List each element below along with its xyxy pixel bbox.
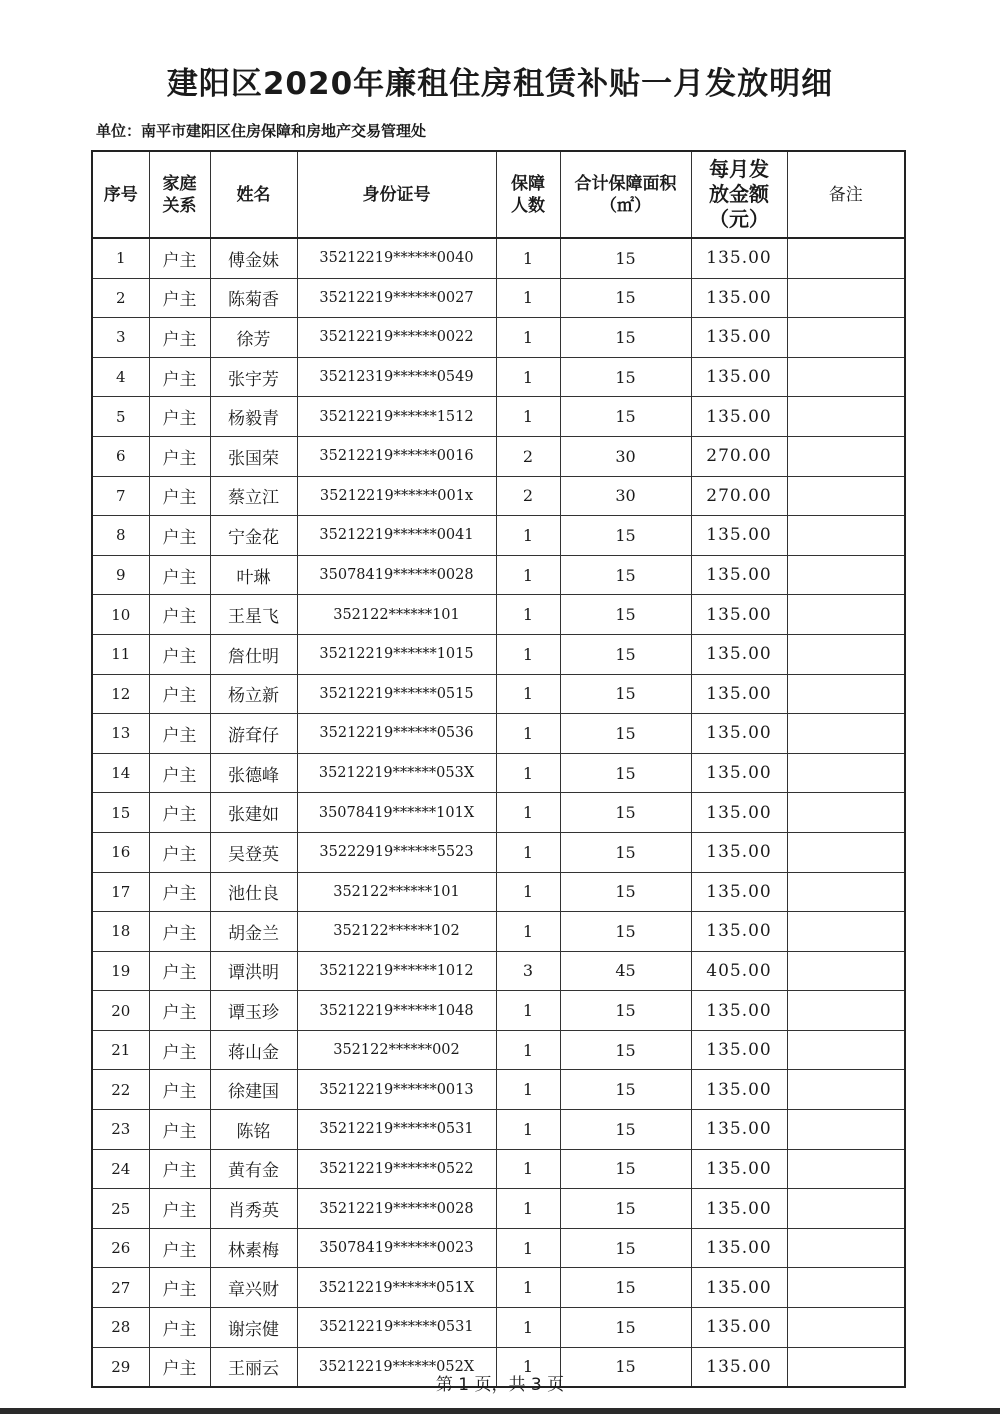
cell-remarks — [787, 516, 905, 556]
cell-id-number: 352122******102 — [297, 912, 496, 952]
table-row — [92, 238, 905, 278]
cell-relation: 户主 — [149, 238, 210, 278]
cell-name: 胡金兰 — [210, 912, 297, 952]
cell-name: 陈铭 — [210, 1110, 297, 1150]
cell-relation: 户主 — [149, 397, 210, 437]
cell-persons: 2 — [496, 476, 560, 516]
page-footer: 第 1 页，共 3 页 — [435, 1375, 565, 1395]
cell-remarks — [787, 793, 905, 833]
cell-area: 15 — [560, 516, 691, 556]
cell-index: 15 — [92, 793, 149, 833]
cell-index: 29 — [92, 1347, 149, 1387]
cell-id-number: 35212219******0531 — [297, 1110, 496, 1150]
cell-persons: 1 — [496, 516, 560, 556]
cell-remarks — [787, 1268, 905, 1308]
cell-name: 徐建国 — [210, 1070, 297, 1110]
table-row — [92, 1030, 905, 1070]
cell-persons: 1 — [496, 1308, 560, 1348]
table-row — [92, 793, 905, 833]
table-row — [92, 595, 905, 635]
cell-persons: 1 — [496, 793, 560, 833]
header-index: 序号 — [92, 151, 149, 238]
cell-index: 19 — [92, 951, 149, 991]
cell-persons: 1 — [496, 238, 560, 278]
cell-amount: 135.00 — [691, 1308, 787, 1348]
cell-relation: 户主 — [149, 991, 210, 1031]
cell-index: 16 — [92, 832, 149, 872]
cell-amount: 270.00 — [691, 476, 787, 516]
cell-persons: 1 — [496, 1268, 560, 1308]
cell-persons: 1 — [496, 1228, 560, 1268]
cell-remarks — [787, 951, 905, 991]
cell-id-number: 352122******002 — [297, 1030, 496, 1070]
cell-id-number: 35212219******0040 — [297, 238, 496, 278]
cell-area: 15 — [560, 714, 691, 754]
cell-remarks — [787, 476, 905, 516]
table-row — [92, 872, 905, 912]
cell-remarks — [787, 674, 905, 714]
cell-area: 15 — [560, 318, 691, 358]
cell-name: 杨立新 — [210, 674, 297, 714]
table-row — [92, 516, 905, 556]
cell-relation: 户主 — [149, 318, 210, 358]
cell-persons: 1 — [496, 397, 560, 437]
cell-relation: 户主 — [149, 1228, 210, 1268]
cell-id-number: 35212219******0013 — [297, 1070, 496, 1110]
table-row — [92, 318, 905, 358]
cell-persons: 1 — [496, 1070, 560, 1110]
cell-area: 15 — [560, 1308, 691, 1348]
table-row — [92, 436, 905, 476]
cell-area: 15 — [560, 991, 691, 1031]
cell-amount: 135.00 — [691, 912, 787, 952]
cell-index: 28 — [92, 1308, 149, 1348]
table-row — [92, 1070, 905, 1110]
cell-name: 王星飞 — [210, 595, 297, 635]
header-amount: 每月发 放金额 （元） — [691, 151, 787, 238]
cell-id-number: 35212219******0522 — [297, 1149, 496, 1189]
cell-persons: 1 — [496, 991, 560, 1031]
cell-relation: 户主 — [149, 674, 210, 714]
cell-relation: 户主 — [149, 753, 210, 793]
cell-index: 10 — [92, 595, 149, 635]
cell-index: 20 — [92, 991, 149, 1031]
cell-persons: 1 — [496, 1189, 560, 1229]
cell-amount: 135.00 — [691, 1347, 787, 1387]
cell-remarks — [787, 912, 905, 952]
cell-relation: 户主 — [149, 634, 210, 674]
header-relation: 家庭 关系 — [149, 151, 210, 238]
cell-name: 张国荣 — [210, 436, 297, 476]
cell-index: 6 — [92, 436, 149, 476]
cell-amount: 135.00 — [691, 238, 787, 278]
table-body — [92, 238, 905, 1387]
cell-remarks — [787, 1110, 905, 1150]
cell-area: 30 — [560, 436, 691, 476]
cell-relation: 户主 — [149, 476, 210, 516]
cell-persons: 2 — [496, 436, 560, 476]
cell-relation: 户主 — [149, 516, 210, 556]
cell-amount: 135.00 — [691, 1268, 787, 1308]
cell-area: 45 — [560, 951, 691, 991]
cell-index: 25 — [92, 1189, 149, 1229]
cell-persons: 1 — [496, 634, 560, 674]
header-remarks: 备注 — [787, 151, 905, 238]
cell-id-number: 35212219******001x — [297, 476, 496, 516]
cell-amount: 135.00 — [691, 278, 787, 318]
table-row — [92, 357, 905, 397]
cell-id-number: 35222919******5523 — [297, 832, 496, 872]
cell-area: 15 — [560, 397, 691, 437]
cell-relation: 户主 — [149, 278, 210, 318]
cell-remarks — [787, 357, 905, 397]
cell-id-number: 35212219******1048 — [297, 991, 496, 1031]
cell-name: 吴登英 — [210, 832, 297, 872]
table-row — [92, 832, 905, 872]
cell-remarks — [787, 753, 905, 793]
cell-index: 5 — [92, 397, 149, 437]
cell-area: 15 — [560, 1228, 691, 1268]
cell-amount: 135.00 — [691, 753, 787, 793]
cell-area: 15 — [560, 1347, 691, 1387]
table-row — [92, 991, 905, 1031]
cell-relation: 户主 — [149, 1308, 210, 1348]
cell-relation: 户主 — [149, 1149, 210, 1189]
cell-name: 谭洪明 — [210, 951, 297, 991]
cell-area: 15 — [560, 1110, 691, 1150]
table-row — [92, 1189, 905, 1229]
cell-name: 池仕良 — [210, 872, 297, 912]
cell-index: 2 — [92, 278, 149, 318]
cell-persons: 1 — [496, 872, 560, 912]
header-id-number: 身份证号 — [297, 151, 496, 238]
cell-amount: 135.00 — [691, 714, 787, 754]
cell-id-number: 35212219******053X — [297, 753, 496, 793]
cell-amount: 135.00 — [691, 634, 787, 674]
cell-relation: 户主 — [149, 357, 210, 397]
cell-name: 游耷仔 — [210, 714, 297, 754]
cell-remarks — [787, 832, 905, 872]
header-name: 姓名 — [210, 151, 297, 238]
cell-persons: 1 — [496, 1149, 560, 1189]
cell-name: 张建如 — [210, 793, 297, 833]
cell-amount: 270.00 — [691, 436, 787, 476]
table-row — [92, 555, 905, 595]
cell-amount: 135.00 — [691, 1149, 787, 1189]
cell-area: 15 — [560, 832, 691, 872]
cell-remarks — [787, 634, 905, 674]
cell-relation: 户主 — [149, 714, 210, 754]
cell-amount: 135.00 — [691, 1110, 787, 1150]
cell-index: 26 — [92, 1228, 149, 1268]
cell-persons: 1 — [496, 1030, 560, 1070]
table-row — [92, 1110, 905, 1150]
cell-id-number: 35078419******0028 — [297, 555, 496, 595]
cell-area: 15 — [560, 674, 691, 714]
cell-area: 15 — [560, 595, 691, 635]
cell-amount: 135.00 — [691, 1070, 787, 1110]
cell-area: 15 — [560, 1149, 691, 1189]
cell-name: 张德峰 — [210, 753, 297, 793]
cell-name: 谭玉珍 — [210, 991, 297, 1031]
cell-amount: 135.00 — [691, 991, 787, 1031]
cell-index: 24 — [92, 1149, 149, 1189]
cell-remarks — [787, 555, 905, 595]
cell-relation: 户主 — [149, 793, 210, 833]
cell-name: 黄有金 — [210, 1149, 297, 1189]
cell-remarks — [787, 595, 905, 635]
cell-id-number: 35212319******0549 — [297, 357, 496, 397]
cell-name: 林素梅 — [210, 1228, 297, 1268]
table-row — [92, 951, 905, 991]
cell-persons: 1 — [496, 674, 560, 714]
cell-id-number: 35212219******0536 — [297, 714, 496, 754]
cell-name: 宁金花 — [210, 516, 297, 556]
cell-name: 王丽云 — [210, 1347, 297, 1387]
cell-amount: 135.00 — [691, 1030, 787, 1070]
cell-index: 12 — [92, 674, 149, 714]
cell-amount: 135.00 — [691, 793, 787, 833]
cell-area: 15 — [560, 1070, 691, 1110]
cell-persons: 1 — [496, 1110, 560, 1150]
cell-amount: 135.00 — [691, 357, 787, 397]
cell-name: 谢宗健 — [210, 1308, 297, 1348]
cell-index: 18 — [92, 912, 149, 952]
cell-remarks — [787, 1228, 905, 1268]
cell-area: 15 — [560, 912, 691, 952]
cell-area: 15 — [560, 238, 691, 278]
cell-area: 15 — [560, 357, 691, 397]
table-row — [92, 1149, 905, 1189]
cell-id-number: 352122******101 — [297, 595, 496, 635]
cell-index: 23 — [92, 1110, 149, 1150]
cell-area: 15 — [560, 555, 691, 595]
cell-name: 叶琳 — [210, 555, 297, 595]
cell-persons: 1 — [496, 1347, 560, 1387]
cell-index: 9 — [92, 555, 149, 595]
cell-amount: 135.00 — [691, 1228, 787, 1268]
cell-persons: 3 — [496, 951, 560, 991]
cell-id-number: 35212219******1512 — [297, 397, 496, 437]
cell-id-number: 35078419******101X — [297, 793, 496, 833]
cell-persons: 1 — [496, 278, 560, 318]
table-row — [92, 674, 905, 714]
header-persons: 保障 人数 — [496, 151, 560, 238]
table-row — [92, 1308, 905, 1348]
cell-index: 17 — [92, 872, 149, 912]
table-row — [92, 397, 905, 437]
table-row — [92, 1268, 905, 1308]
cell-remarks — [787, 872, 905, 912]
cell-index: 1 — [92, 238, 149, 278]
cell-name: 张宇芳 — [210, 357, 297, 397]
cell-persons: 1 — [496, 595, 560, 635]
cell-remarks — [787, 397, 905, 437]
cell-amount: 135.00 — [691, 516, 787, 556]
cell-amount: 135.00 — [691, 595, 787, 635]
cell-relation: 户主 — [149, 1110, 210, 1150]
cell-id-number: 35078419******0023 — [297, 1228, 496, 1268]
cell-relation: 户主 — [149, 912, 210, 952]
cell-remarks — [787, 991, 905, 1031]
cell-remarks — [787, 1308, 905, 1348]
cell-remarks — [787, 1030, 905, 1070]
cell-id-number: 35212219******0022 — [297, 318, 496, 358]
cell-relation: 户主 — [149, 832, 210, 872]
cell-id-number: 352122******101 — [297, 872, 496, 912]
document-title: 建阳区2020年廉租住房租赁补贴一月发放明细 — [166, 66, 834, 102]
cell-relation: 户主 — [149, 1070, 210, 1110]
cell-persons: 1 — [496, 714, 560, 754]
scan-edge — [0, 1408, 1000, 1414]
cell-remarks — [787, 436, 905, 476]
cell-area: 15 — [560, 1268, 691, 1308]
cell-index: 11 — [92, 634, 149, 674]
cell-index: 21 — [92, 1030, 149, 1070]
header-area: 合计保障面积 （㎡） — [560, 151, 691, 238]
cell-relation: 户主 — [149, 872, 210, 912]
cell-name: 蒋山金 — [210, 1030, 297, 1070]
cell-id-number: 35212219******0531 — [297, 1308, 496, 1348]
cell-index: 22 — [92, 1070, 149, 1110]
cell-area: 15 — [560, 753, 691, 793]
cell-relation: 户主 — [149, 951, 210, 991]
cell-persons: 1 — [496, 555, 560, 595]
cell-relation: 户主 — [149, 595, 210, 635]
cell-amount: 135.00 — [691, 397, 787, 437]
cell-amount: 135.00 — [691, 318, 787, 358]
cell-amount: 135.00 — [691, 832, 787, 872]
cell-persons: 1 — [496, 318, 560, 358]
cell-area: 15 — [560, 872, 691, 912]
cell-id-number: 35212219******0041 — [297, 516, 496, 556]
cell-index: 7 — [92, 476, 149, 516]
table-row — [92, 714, 905, 754]
cell-persons: 1 — [496, 357, 560, 397]
cell-amount: 135.00 — [691, 1189, 787, 1229]
cell-amount: 135.00 — [691, 674, 787, 714]
cell-area: 15 — [560, 278, 691, 318]
cell-name: 詹仕明 — [210, 634, 297, 674]
cell-id-number: 35212219******0515 — [297, 674, 496, 714]
table-row — [92, 634, 905, 674]
cell-name: 陈菊香 — [210, 278, 297, 318]
cell-amount: 135.00 — [691, 872, 787, 912]
cell-remarks — [787, 1070, 905, 1110]
cell-index: 14 — [92, 753, 149, 793]
cell-persons: 1 — [496, 832, 560, 872]
cell-relation: 户主 — [149, 436, 210, 476]
cell-amount: 405.00 — [691, 951, 787, 991]
cell-relation: 户主 — [149, 1347, 210, 1387]
cell-id-number: 35212219******0027 — [297, 278, 496, 318]
cell-name: 肖秀英 — [210, 1189, 297, 1229]
cell-name: 章兴财 — [210, 1268, 297, 1308]
cell-name: 傅金妹 — [210, 238, 297, 278]
cell-amount: 135.00 — [691, 555, 787, 595]
cell-area: 15 — [560, 1030, 691, 1070]
cell-index: 8 — [92, 516, 149, 556]
cell-area: 15 — [560, 1189, 691, 1229]
cell-remarks — [787, 238, 905, 278]
cell-name: 徐芳 — [210, 318, 297, 358]
cell-remarks — [787, 1189, 905, 1229]
cell-remarks — [787, 318, 905, 358]
cell-remarks — [787, 278, 905, 318]
header-row — [92, 151, 905, 238]
cell-id-number: 35212219******0016 — [297, 436, 496, 476]
subsidy-table — [91, 150, 906, 1388]
cell-relation: 户主 — [149, 1268, 210, 1308]
table-row — [92, 1228, 905, 1268]
cell-relation: 户主 — [149, 1189, 210, 1229]
cell-area: 15 — [560, 634, 691, 674]
table-header — [92, 151, 905, 238]
table-row — [92, 753, 905, 793]
cell-index: 13 — [92, 714, 149, 754]
cell-relation: 户主 — [149, 555, 210, 595]
cell-remarks — [787, 714, 905, 754]
cell-area: 15 — [560, 793, 691, 833]
cell-id-number: 35212219******052X — [297, 1347, 496, 1387]
table-row — [92, 476, 905, 516]
table-row — [92, 278, 905, 318]
cell-persons: 1 — [496, 912, 560, 952]
cell-area: 30 — [560, 476, 691, 516]
unit-line: 单位：南平市建阳区住房保障和房地产交易管理处 — [96, 122, 427, 140]
cell-index: 4 — [92, 357, 149, 397]
cell-name: 蔡立江 — [210, 476, 297, 516]
cell-relation: 户主 — [149, 1030, 210, 1070]
cell-name: 杨毅青 — [210, 397, 297, 437]
cell-persons: 1 — [496, 753, 560, 793]
cell-id-number: 35212219******1012 — [297, 951, 496, 991]
cell-remarks — [787, 1149, 905, 1189]
cell-index: 3 — [92, 318, 149, 358]
cell-index: 27 — [92, 1268, 149, 1308]
table-row — [92, 912, 905, 952]
cell-id-number: 35212219******051X — [297, 1268, 496, 1308]
cell-id-number: 35212219******0028 — [297, 1189, 496, 1229]
cell-id-number: 35212219******1015 — [297, 634, 496, 674]
